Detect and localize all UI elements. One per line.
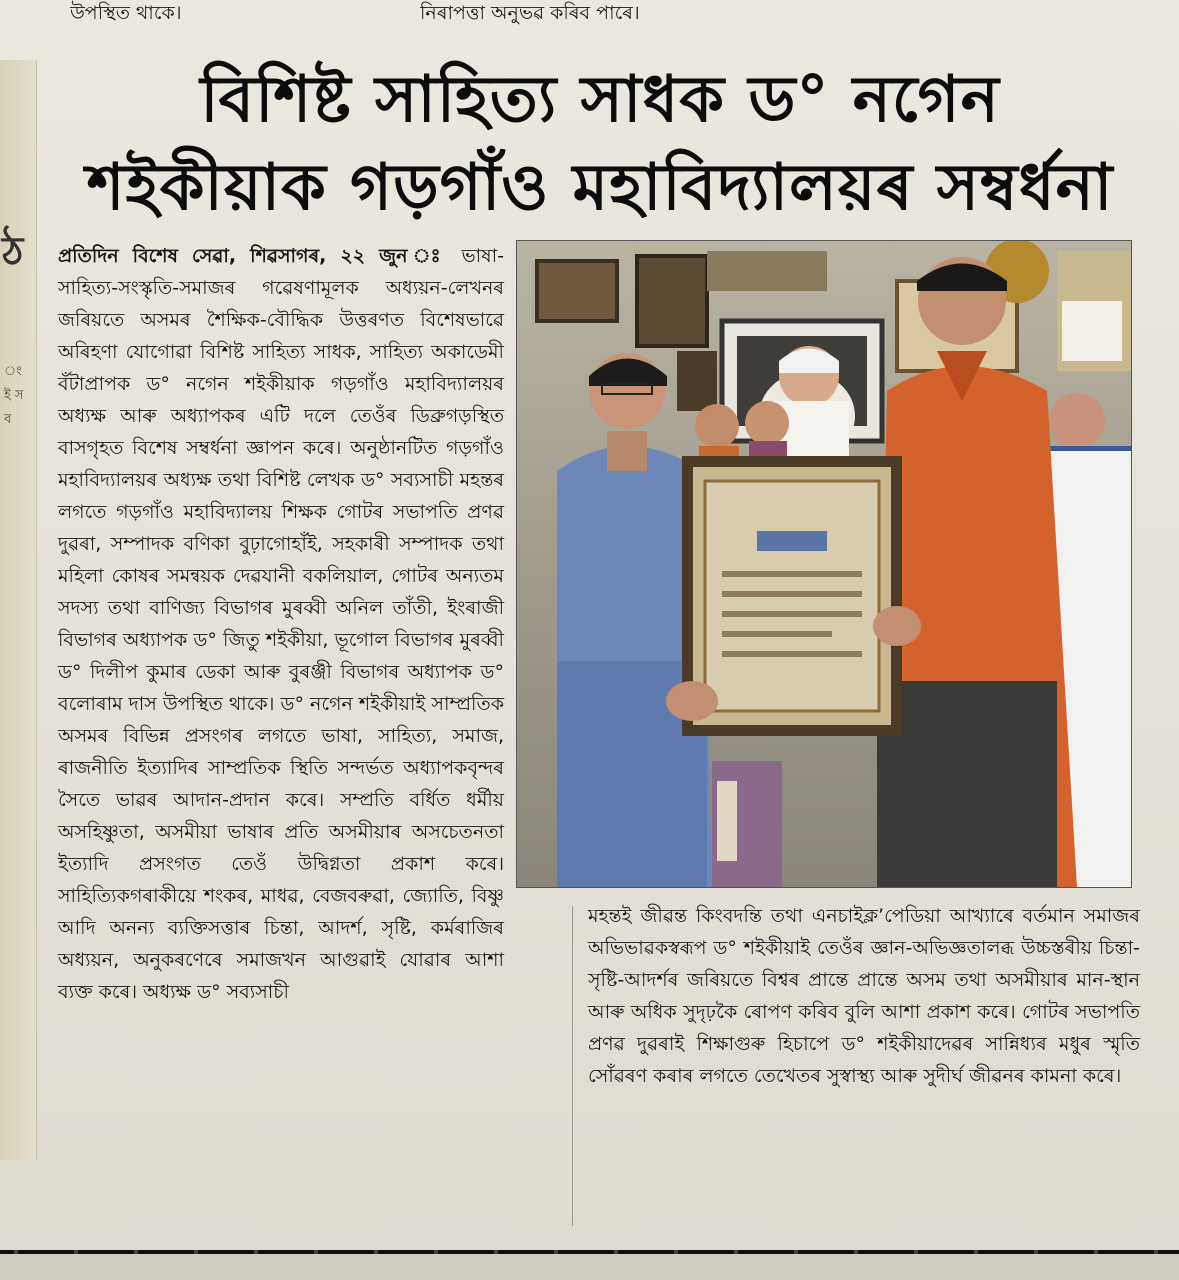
felicitation-photo-illustration [517, 241, 1131, 887]
top-right-snippet: নিৰাপত্তা অনুভৱ কৰিব পাৰে। [420, 2, 640, 24]
page-bottom-edge [0, 1254, 1179, 1280]
article-byline: প্ৰতিদিন বিশেষ সেৱা, শিৱসাগৰ, ২২ জুন ঃ [58, 245, 449, 267]
headline-line-2: শইকীয়াক গড়গাঁও মহাবিদ্যালয়ৰ সম্বৰ্ধনা [86, 151, 1114, 225]
news-photo [516, 240, 1132, 888]
adjacent-column-strip [0, 60, 37, 1160]
top-left-snippet: উপস্থিত থাকে। [70, 2, 182, 24]
article-body-left: ভাষা-সাহিত্য-সংস্কৃতি-সমাজৰ গৱেষণামূলক অধ্যয়ন-লেখনৰ জৰিয়তে অসমৰ শৈক্ষিক-বৌদ্ধিক উত্তৰণত বিশেষভাৱে অৰিহণা যোগোৱা বিশিষ্ট সাহিত্য সাধক, সাহিত্য অকাডেমী বঁটাপ্ৰাপক ড° নগেন শইকীয়াক গড়গাঁও মহাবিদ্যালয়ৰ অধ্যক্ষ আৰু অধ্যাপকৰ এটি দলে তেওঁৰ ডিব্ৰুগড়স্থিত বাসগৃহত বিশেষ সম্বৰ্ধনা জ্ঞাপন কৰে। অনুষ্ঠানটিত গড়গাঁও মহাবিদ্যালয়ৰ অধ্যক্ষ তথা বিশিষ্ট লেখক ড° সব্যসাচী মহন্তৰ লগতে গড়গাঁও মহাবিদ্যালয় শিক্ষক গোটৰ সভাপতি প্ৰণৱ দুৱৰা, সম্পাদক বণিকা বুঢ়াগোহাঁই, সহকাৰী সম্পাদক তথা মহিলা কোষৰ সমন্বয়ক দেৱযানী বকলিয়াল, গোটৰ অন্যতম সদস্য তথা বাণিজ্য বিভাগৰ মুৰব্বী অনিল তাঁতী, ইংৰাজী বিভাগৰ অধ্যাপক ড° জিতু শইকীয়া, ভূগোল বিভাগৰ মুৰব্বী ড° দিলীপ কুমাৰ ডেকা আৰু বুৰঞ্জী বিভাগৰ অধ্যাপক ড° বলোৰাম দাস উপস্থিত থাকে। ড° নগেন শইকীয়াই সাম্প্ৰতিক অসমৰ বিভিন্ন প্ৰসংগৰ লগতে ভাষা, সাহিত্য, সমাজ, ৰাজনীতি ইত্যাদিৰ সাম্প্ৰতিক স্থিতি সন্দৰ্ভত অধ্যাপকবৃন্দৰ সৈতে ভাৱৰ আদান-প্ৰদান কৰে। সম্প্ৰতি বৰ্ধিত ধৰ্মীয় অসহিষ্ণুতা, অসমীয়া ভাষাৰ প্ৰতি অসমীয়াৰ অসচেতনতা ইত্যাদি প্ৰসংগত তেওঁ উদ্বিগ্নতা প্ৰকাশ কৰে। সাহিত্যিকগৰাকীয়ে শংকৰ, মাধৱ, বেজবৰুৱা, জ্যোতি, বিষ্ণু আদি অনন্য ব্যক্তিসত্তাৰ চিন্তা, আদৰ্শ, সৃষ্টি, কৰ্মৰাজিৰ অধ্যয়ন, অনুকৰণেৰে সমাজখন আগুৱাই যোৱাৰ আশা ব্যক্ত কৰে। অধ্যক্ষ ড° সব্যসাচী [58, 245, 504, 1003]
article-body-right: মহন্তই জীৱন্ত কিংবদন্তি তথা এনচাইক্ল’পেডিয়া আখ্যাৰে বৰ্তমান সমাজৰ অভিভাৱকস্বৰূপ ড° শইকীয়াই তেওঁৰ জ্ঞান-অভিজ্ঞতালব্ধ উচ্চস্তৰীয় চিন্তা-সৃষ্টি-আদৰ্শৰ জৰিয়তে বিশ্বৰ প্ৰান্তে প্ৰান্তে অসম তথা অসমীয়াৰ মান-স্থান আৰু অধিক সুদৃঢ়কৈ ৰোপণ কৰিব বুলি আশা প্ৰকাশ কৰে। গোটৰ সভাপতি প্ৰণৱ দুৱৰাই শিক্ষাগুৰু হিচাপে ড° শইকীয়াদেৱৰ সান্নিধ্যৰ মধুৰ স্মৃতি সোঁৱৰণ কৰাৰ লগতে তেখেতৰ সুস্বাস্থ্য আৰু সুদীৰ্ঘ জীৱনৰ কামনা কৰে। [588, 905, 1140, 1087]
adjacent-column-letters: ং ই স ব [4, 364, 24, 427]
article-left-column [58, 240, 504, 1008]
article-right-column [588, 900, 1140, 1092]
adjacent-headline-glyph: ঠ [2, 229, 24, 275]
headline-line-1: বিশিষ্ট সাহিত্য সাধক ড° নগেন [200, 63, 1000, 137]
column-divider [572, 906, 573, 1226]
